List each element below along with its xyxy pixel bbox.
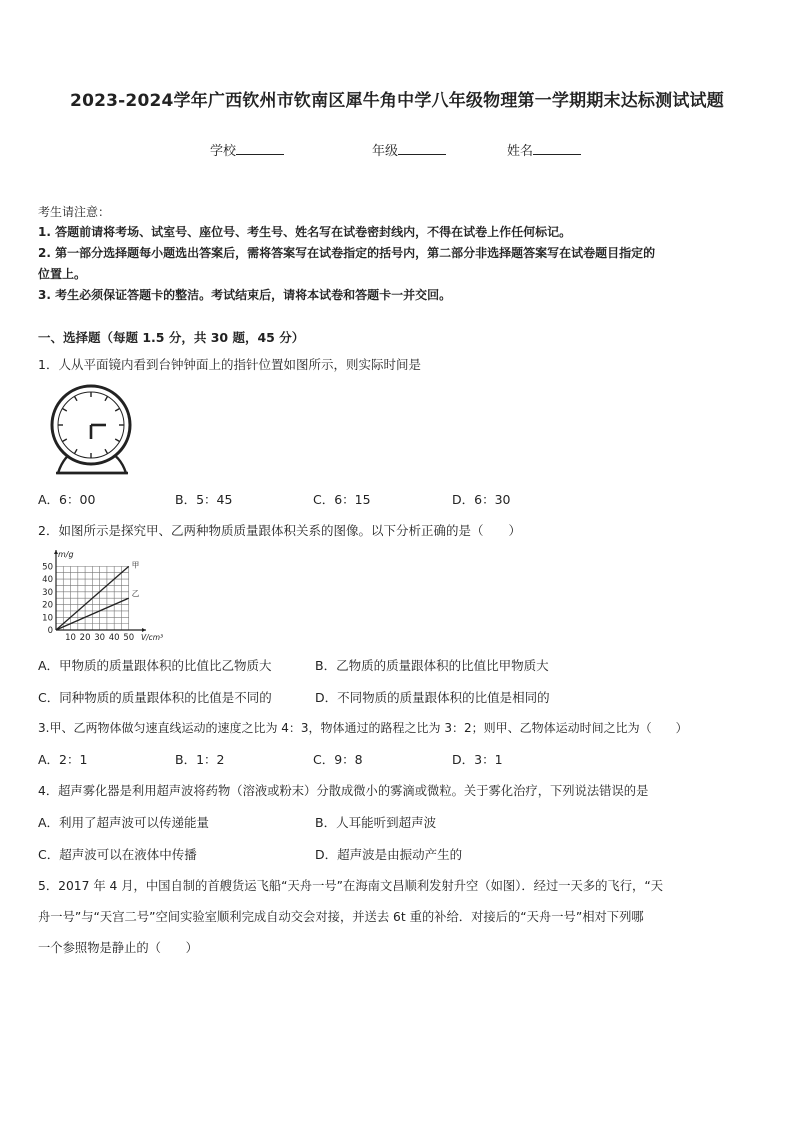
y-tick-label: 30	[42, 587, 53, 598]
q3-option-a: A．2：1	[38, 752, 88, 767]
x-axis-label: V/cm³	[141, 633, 164, 642]
series-name-2: 乙	[131, 589, 140, 599]
q4-option-a: A．利用了超声波可以传递能量	[38, 815, 210, 830]
question-4: 4．超声雾化器是利用超声波将药物（溶液或粉末）分散成微小的雾滴或微粒。关于雾化治疗，下列说法错误的是	[38, 784, 649, 798]
x-tick-label: 10	[65, 633, 76, 643]
clock-figure	[48, 383, 136, 477]
mass-volume-chart	[34, 548, 174, 646]
q3-option-d: D．3：1	[452, 752, 503, 767]
notice-item-2: 2. 第一部分选择题每小题选出答案后，需将答案写在试卷指定的括号内，第二部分非选择题答案写在试卷题目指定的	[38, 246, 656, 260]
notice-item-1: 1. 答题前请将考场、试室号、座位号、考生号、姓名写在试卷密封线内，不得在试卷上作任何标记。	[38, 225, 572, 239]
x-tick-label: 50	[123, 633, 135, 643]
page-title: 2023-2024学年广西钦州市钦南区犀牛角中学八年级物理第一学期期末达标测试试题	[70, 91, 724, 111]
y-tick-label: 0	[47, 626, 53, 636]
series-name-1: 甲	[131, 560, 140, 570]
q4-option-b: B．人耳能听到超声波	[315, 815, 437, 830]
q4-option-c: C．超声波可以在液体中传播	[38, 847, 197, 862]
q2-option-d: D．不同物质的质量跟体积的比值是相同的	[315, 690, 550, 705]
question-3: 3.甲、乙两物体做匀速直线运动的速度之比为 4：3，物体通过的路程之比为 3：2；则甲、乙物体运动时间之比为（ ）	[38, 721, 688, 735]
x-axis-arrow	[142, 628, 146, 632]
section-heading: 一、选择题（每题 1.5 分，共 30 题，45 分）	[38, 330, 305, 345]
notice-item-2-cont: 位置上。	[38, 267, 87, 281]
y-tick-label: 50	[42, 562, 53, 573]
notice-item-3: 3. 考生必须保证答题卡的整洁。考试结束后，请将本试卷和答题卡一并交回。	[38, 288, 452, 302]
q3-option-b: B．1：2	[175, 752, 225, 767]
y-tick-label: 40	[42, 575, 53, 586]
question-5-line-1: 5．2017 年 4 月，中国自制的首艘货运飞船“天舟一号”在海南文昌顺利发射升空（如图）．经过一天多的飞行，“天	[38, 879, 663, 893]
question-5-line-2: 舟一号”与“天宫二号”空间实验室顺利完成自动交会对接，并送去 6t 重的补给．对接后的“天舟一号”相对下列哪	[38, 910, 644, 924]
chart-labels	[42, 550, 163, 643]
notice-heading: 考生请注意：	[38, 205, 111, 219]
x-tick-label: 40	[108, 633, 120, 643]
x-tick-label: 30	[94, 633, 106, 643]
q3-option-c: C．9：8	[313, 752, 363, 767]
x-tick-label: 20	[79, 633, 91, 643]
school-field: 学校	[210, 140, 284, 159]
q1-option-b: B．5：45	[175, 492, 233, 507]
q1-option-a: A．6：00	[38, 492, 96, 507]
q4-option-d: D．超声波是由振动产生的	[315, 847, 463, 862]
grade-field: 年级	[372, 140, 446, 159]
grade-blank	[398, 142, 446, 155]
q1-option-d: D．6：30	[452, 492, 511, 507]
question-5-line-3: 一个参照物是静止的（ ）	[38, 941, 198, 955]
y-axis-label: m/g	[58, 550, 74, 559]
y-tick-label: 20	[42, 600, 53, 611]
name-field: 姓名	[507, 140, 581, 159]
question-1: 1．人从平面镜内看到台钟钟面上的指针位置如图所示，则实际时间是	[38, 357, 421, 372]
q2-option-c: C．同种物质的质量跟体积的比值是不同的	[38, 690, 272, 705]
name-blank	[533, 142, 581, 155]
q2-option-a: A．甲物质的质量跟体积的比值比乙物质大	[38, 658, 272, 673]
q1-option-c: C．6：15	[313, 492, 371, 507]
q2-option-b: B．乙物质的质量跟体积的比值比甲物质大	[315, 658, 549, 673]
question-2: 2．如图所示是探究甲、乙两种物质质量跟体积关系的图像。以下分析正确的是（ ）	[38, 523, 521, 538]
y-tick-label: 10	[42, 613, 53, 624]
school-blank	[236, 142, 284, 155]
